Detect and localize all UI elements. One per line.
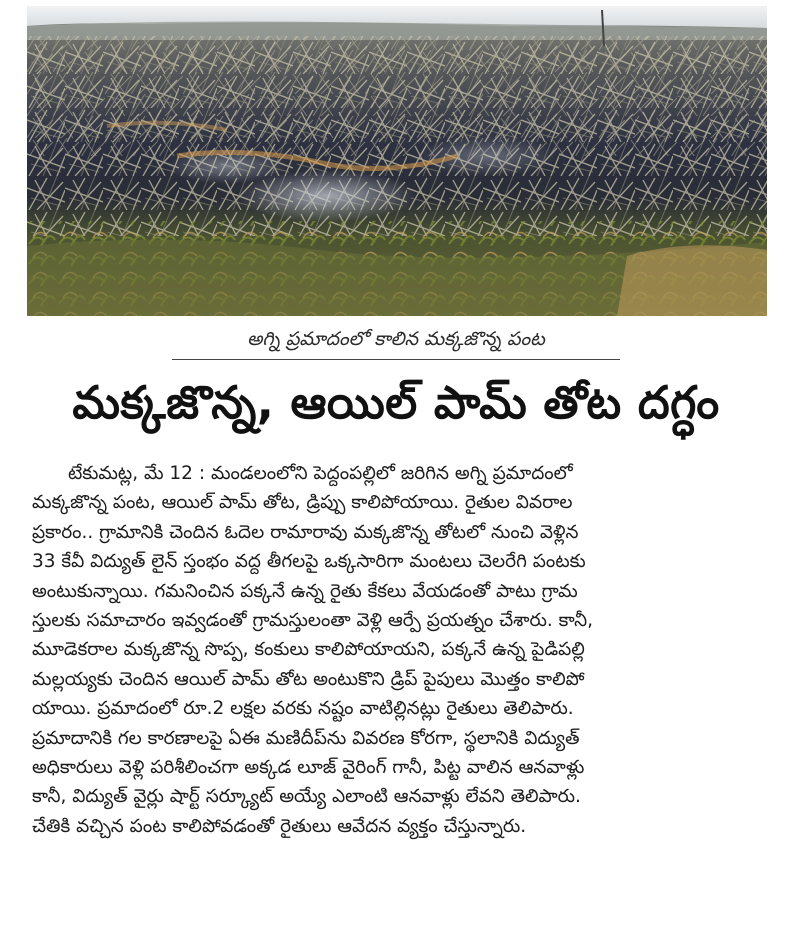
article-line: చేతికి వచ్చిన పంట కాలిపోవడంతో రైతులు ఆవేదన వ్యక్తం చేస్తున్నారు. [32,815,527,837]
article-line: స్తులకు సమాచారం ఇవ్వడంతో గ్రామస్తులంతా వెళ్లి ఆర్పే ప్రయత్నం చేశారు. కానీ, [32,610,593,632]
article-line: మల్లయ్యకు చెందిన ఆయిల్ పామ్ తోట అంటుకొని డ్రిప్ పైపులు మొత్తం కాలిపో [32,668,585,690]
article-line: అంటుకున్నాయి. గమనించిన పక్కనే ఉన్న రైతు కేకలు వేయడంతో పాటు గ్రామ [32,580,578,602]
article-line: టేకుమట్ల, మే 12 : మండలంలోని పెద్దంపల్లిలో జరిగిన అగ్ని ప్రమాదంలో [68,463,573,484]
article-line: ప్రమాదానికి గల కారణాలపై ఏఈ మణిదీప్‌ను వివరణ కోరగా, స్థలానికి విద్యుత్ [32,727,580,749]
article-body [32,459,762,841]
article-line: ప్రకారం.. గ్రామానికి చెందిన ఓదెల రామారావు మక్కజొన్న తోటలో నుంచి వెళ్లిన [32,521,579,543]
article-line: అధికారులు వెళ్లి పరిశీలించగా అక్కడ లూజ్ వైరింగ్ గానీ, పిట్ట వాలిన ఆనవాళ్లు [32,757,585,779]
article-line: కానీ, విద్యుత్ వైర్లు షార్ట్ సర్క్యూట్ అయ్యే ఎలాంటి ఆనవాళ్లు లేవని తెలిపారు. [32,786,581,808]
news-photo [27,6,767,316]
article-line: 33 కేవీ విద్యుత్ లైన్ స్తంభం వద్ద తీగలపై ఒక్కసారిగా మంటలు చెలరేగి పంటకు [32,551,586,573]
newspaper-clipping [22,4,770,933]
photo-caption: అగ్ని ప్రమాదంలో కాలిన మక్కజొన్న పంట [247,328,545,350]
article-line: మూడెకరాల మక్కజొన్న సొప్ప, కంకులు కాలిపోయాయని, పక్కనే ఉన్న పైడిపల్లి [32,639,585,661]
caption-divider [172,359,620,360]
article-line: మక్కజొన్న పంట, ఆయిల్ పామ్ తోట, డ్రిప్పు కాలిపోయాయి. రైతుల వివరాల [32,492,573,514]
article-headline: మక్కజొన్న, ఆయిల్ పామ్ తోట దగ్ధం [72,376,720,429]
burnt-field-photo [27,6,767,316]
article-line: యాయి. ప్రమాదంలో రూ.2 లక్షల వరకు నష్టం వాటిల్లినట్లు రైతులు తెలిపారు. [32,698,574,720]
